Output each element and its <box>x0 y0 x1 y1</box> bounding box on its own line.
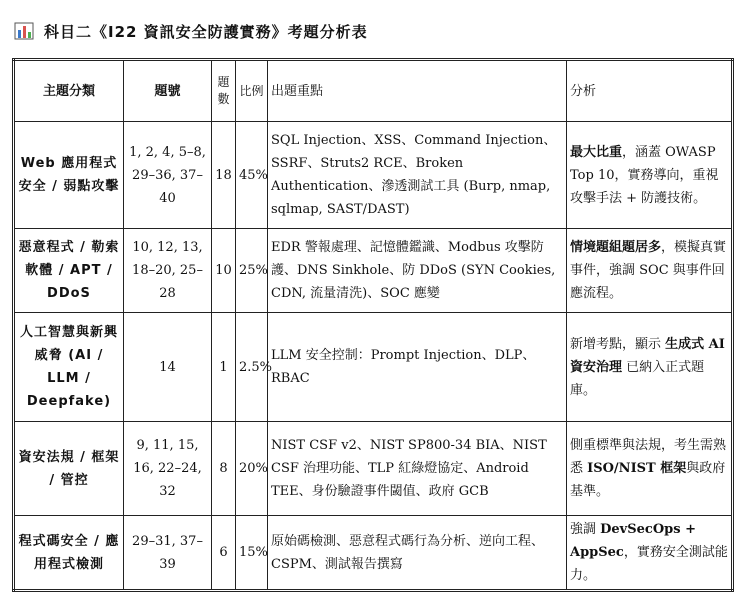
count-cell: 8 <box>212 422 236 516</box>
ratio-cell: 15% <box>236 516 268 591</box>
analysis-text: 強調 <box>570 522 601 537</box>
question-nos-cell: 9, 11, 15, 16, 22–24, 32 <box>124 422 212 516</box>
count-cell: 18 <box>212 122 236 229</box>
topic-cell: Web 應用程式安全 / 弱點攻擊 <box>14 122 124 229</box>
focus-cell: LLM 安全控制：Prompt Injection、DLP、RBAC <box>268 313 567 422</box>
table-header-row <box>14 60 733 122</box>
analysis-text: ，實務安全測試能力。 <box>570 545 728 583</box>
bar-chart-icon <box>14 22 34 40</box>
topic-cell: 程式碼安全 / 應用程式檢測 <box>14 516 124 591</box>
ratio-cell: 45% <box>236 122 268 229</box>
table-row <box>14 313 733 422</box>
analysis-text: 新增考點，顯示 <box>570 336 666 352</box>
analysis-highlight: DevSecOps + AppSec <box>570 522 696 560</box>
topic-cell: 人工智慧與新興威脅 (AI / LLM / Deepfake) <box>14 313 124 422</box>
header-count: 題數 <box>212 60 236 122</box>
question-nos-cell: 1, 2, 4, 5–8, 29–36, 37–40 <box>124 122 212 229</box>
analysis-text: 已納入正式題庫。 <box>570 359 705 398</box>
question-nos-cell: 29–31, 37–39 <box>124 516 212 591</box>
analysis-cell <box>567 122 733 229</box>
analysis-highlight: 最大比重 <box>570 144 623 160</box>
count-cell: 6 <box>212 516 236 591</box>
analysis-text: ，模擬真實事件，強調 SOC 與事件回應流程。 <box>570 240 727 301</box>
header-question-nos: 題號 <box>124 60 212 122</box>
analysis-cell <box>567 422 733 516</box>
question-nos-cell: 14 <box>124 313 212 422</box>
title-row <box>14 18 368 44</box>
analysis-table <box>12 58 734 592</box>
analysis-cell <box>567 229 733 313</box>
table-row <box>14 516 733 591</box>
header-focus: 出題重點 <box>268 60 567 122</box>
count-cell: 10 <box>212 229 236 313</box>
analysis-text: ，涵蓋 OWASP Top 10，實務導向，重視攻擊手法 + 防護技術。 <box>570 144 719 206</box>
ratio-cell: 2.5% <box>236 313 268 422</box>
table-row <box>14 229 733 313</box>
analysis-text: 與政府基準。 <box>570 461 726 499</box>
ratio-cell: 20% <box>236 422 268 516</box>
focus-cell: NIST CSF v2、NIST SP800-34 BIA、NIST CSF 治理功能、TLP 紅綠燈協定、Android TEE、身份驗證事件閾值、政府 GCB <box>268 422 567 516</box>
header-ratio: 比例 <box>236 60 268 122</box>
ratio-cell: 25% <box>236 229 268 313</box>
analysis-text: 側重標準與法規，考生需熟悉 <box>570 438 727 476</box>
table-row <box>14 122 733 229</box>
analysis-cell <box>567 313 733 422</box>
topic-cell: 惡意程式 / 勒索軟體 / APT / DDoS <box>14 229 124 313</box>
focus-cell: EDR 警報處理、記憶體鑑識、Modbus 攻擊防護、DNS Sinkhole、防 DDoS (SYN Cookies, CDN, 流量清洗)、SOC 應變 <box>268 229 567 313</box>
focus-cell: SQL Injection、XSS、Command Injection、SSRF、Struts2 RCE、Broken Authentication、滲透測試工具 (Burp, nmap, sqlmap, SAST/DAST) <box>268 122 567 229</box>
header-topic: 主題分類 <box>14 60 124 122</box>
analysis-highlight: 生成式 AI 資安治理 <box>570 336 725 375</box>
page-title: 科目二《I22 資訊安全防護實務》考題分析表 <box>44 22 368 41</box>
table-row <box>14 422 733 516</box>
count-cell: 1 <box>212 313 236 422</box>
focus-cell: 原始碼檢測、惡意程式碼行為分析、逆向工程、CSPM、測試報告撰寫 <box>268 516 567 591</box>
analysis-cell <box>567 516 733 591</box>
analysis-highlight: 情境題組題居多 <box>570 240 662 255</box>
header-analysis: 分析 <box>567 60 733 122</box>
analysis-highlight: ISO/NIST 框架 <box>587 461 687 476</box>
question-nos-cell: 10, 12, 13, 18–20, 25–28 <box>124 229 212 313</box>
topic-cell: 資安法規 / 框架 / 管控 <box>14 422 124 516</box>
